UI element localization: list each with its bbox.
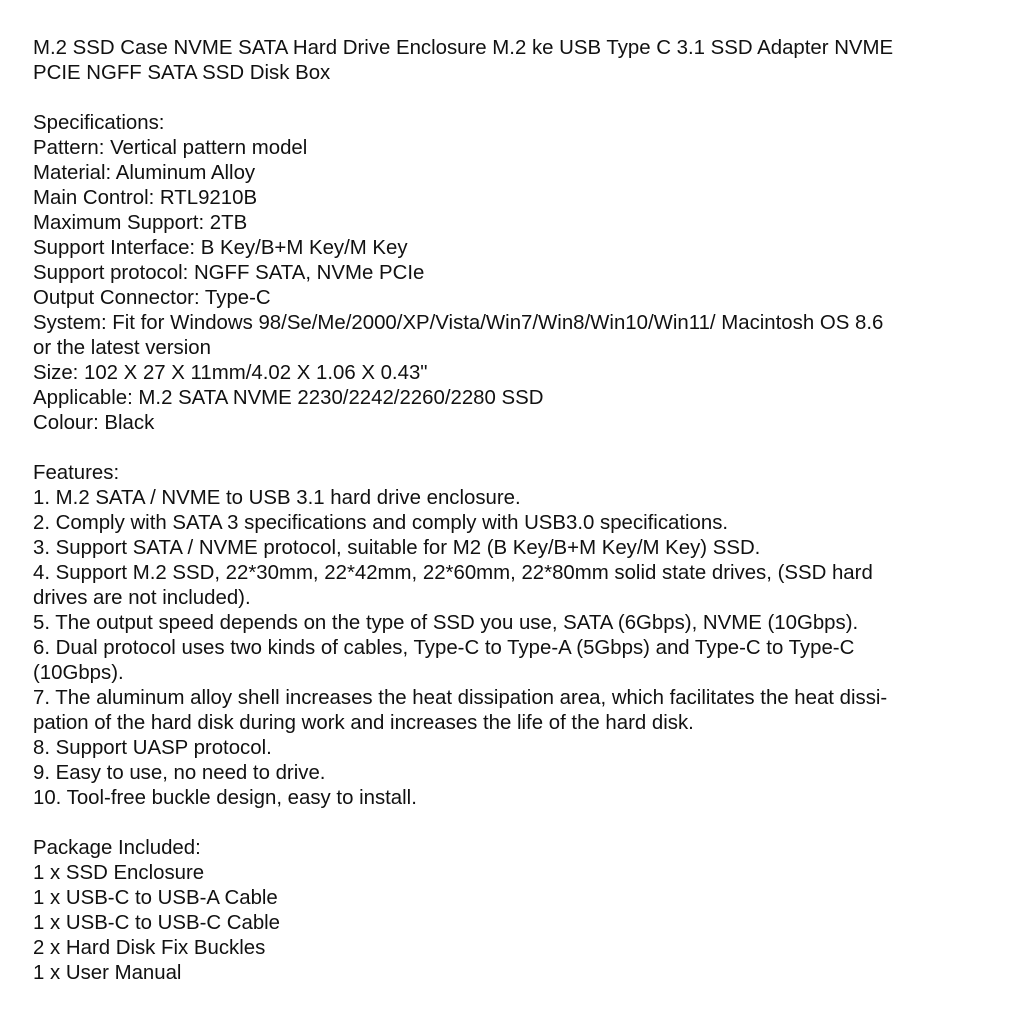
feature-line: 2. Comply with SATA 3 specifications and comply with USB3.0 specifications.	[33, 512, 729, 534]
spec-line: Support protocol: NGFF SATA, NVMe PCIe	[33, 262, 425, 284]
package-item: 1 x SSD Enclosure	[33, 862, 205, 884]
spec-line: Colour: Black	[33, 412, 155, 434]
package-item: 1 x USB-C to USB-C Cable	[33, 912, 281, 934]
package-item: 1 x User Manual	[33, 962, 182, 984]
feature-line: 9. Easy to use, no need to drive.	[33, 762, 326, 784]
package-section	[33, 836, 995, 986]
title-block	[33, 36, 995, 86]
spec-line: Size: 102 X 27 X 11mm/4.02 X 1.06 X 0.43"	[33, 362, 428, 384]
spec-line: Main Control: RTL9210B	[33, 187, 258, 209]
package-item: 2 x Hard Disk Fix Buckles	[33, 937, 266, 959]
spec-line: Material: Aluminum Alloy	[33, 162, 256, 184]
title-line: M.2 SSD Case NVME SATA Hard Drive Enclosure M.2 ke USB Type C 3.1 SSD Adapter NVME	[33, 37, 894, 59]
section-gap	[33, 436, 995, 461]
spec-line: Maximum Support: 2TB	[33, 212, 248, 234]
title-line: PCIE NGFF SATA SSD Disk Box	[33, 62, 331, 84]
spec-line: or the latest version	[33, 337, 211, 359]
feature-line: 5. The output speed depends on the type of SSD you use, SATA (6Gbps), NVME (10Gbps).	[33, 612, 859, 634]
product-description-document	[33, 36, 995, 986]
feature-line: 1. M.2 SATA / NVME to USB 3.1 hard drive enclosure.	[33, 487, 521, 509]
spec-line: Output Connector: Type-C	[33, 287, 271, 309]
specifications-heading: Specifications:	[33, 112, 165, 134]
feature-line: 3. Support SATA / NVME protocol, suitable for M2 (B Key/B+M Key/M Key) SSD.	[33, 537, 761, 559]
spec-line: Support Interface: B Key/B+M Key/M Key	[33, 237, 408, 259]
features-heading: Features:	[33, 462, 120, 484]
feature-line: 10. Tool-free buckle design, easy to install.	[33, 787, 417, 809]
package-heading: Package Included:	[33, 837, 201, 859]
spec-line: System: Fit for Windows 98/Se/Me/2000/XP/Vista/Win7/Win8/Win10/Win11/ Macintosh OS 8.6	[33, 312, 884, 334]
features-section	[33, 461, 995, 811]
feature-line: 6. Dual protocol uses two kinds of cables, Type-C to Type-A (5Gbps) and Type-C to Type-C	[33, 637, 855, 659]
spec-line: Applicable: M.2 SATA NVME 2230/2242/2260/2280 SSD	[33, 387, 544, 409]
feature-line: 4. Support M.2 SSD, 22*30mm, 22*42mm, 22*60mm, 22*80mm solid state drives, (SSD hard	[33, 562, 873, 584]
feature-line: (10Gbps).	[33, 662, 124, 684]
package-item: 1 x USB-C to USB-A Cable	[33, 887, 278, 909]
spec-line: Pattern: Vertical pattern model	[33, 137, 308, 159]
feature-line: drives are not included).	[33, 587, 251, 609]
section-gap	[33, 86, 995, 111]
feature-line: 7. The aluminum alloy shell increases the heat dissipation area, which facilitates the heat dissi-	[33, 687, 888, 709]
specifications-section	[33, 111, 995, 436]
section-gap	[33, 811, 995, 836]
feature-line: 8. Support UASP protocol.	[33, 737, 272, 759]
feature-line: pation of the hard disk during work and increases the life of the hard disk.	[33, 712, 694, 734]
